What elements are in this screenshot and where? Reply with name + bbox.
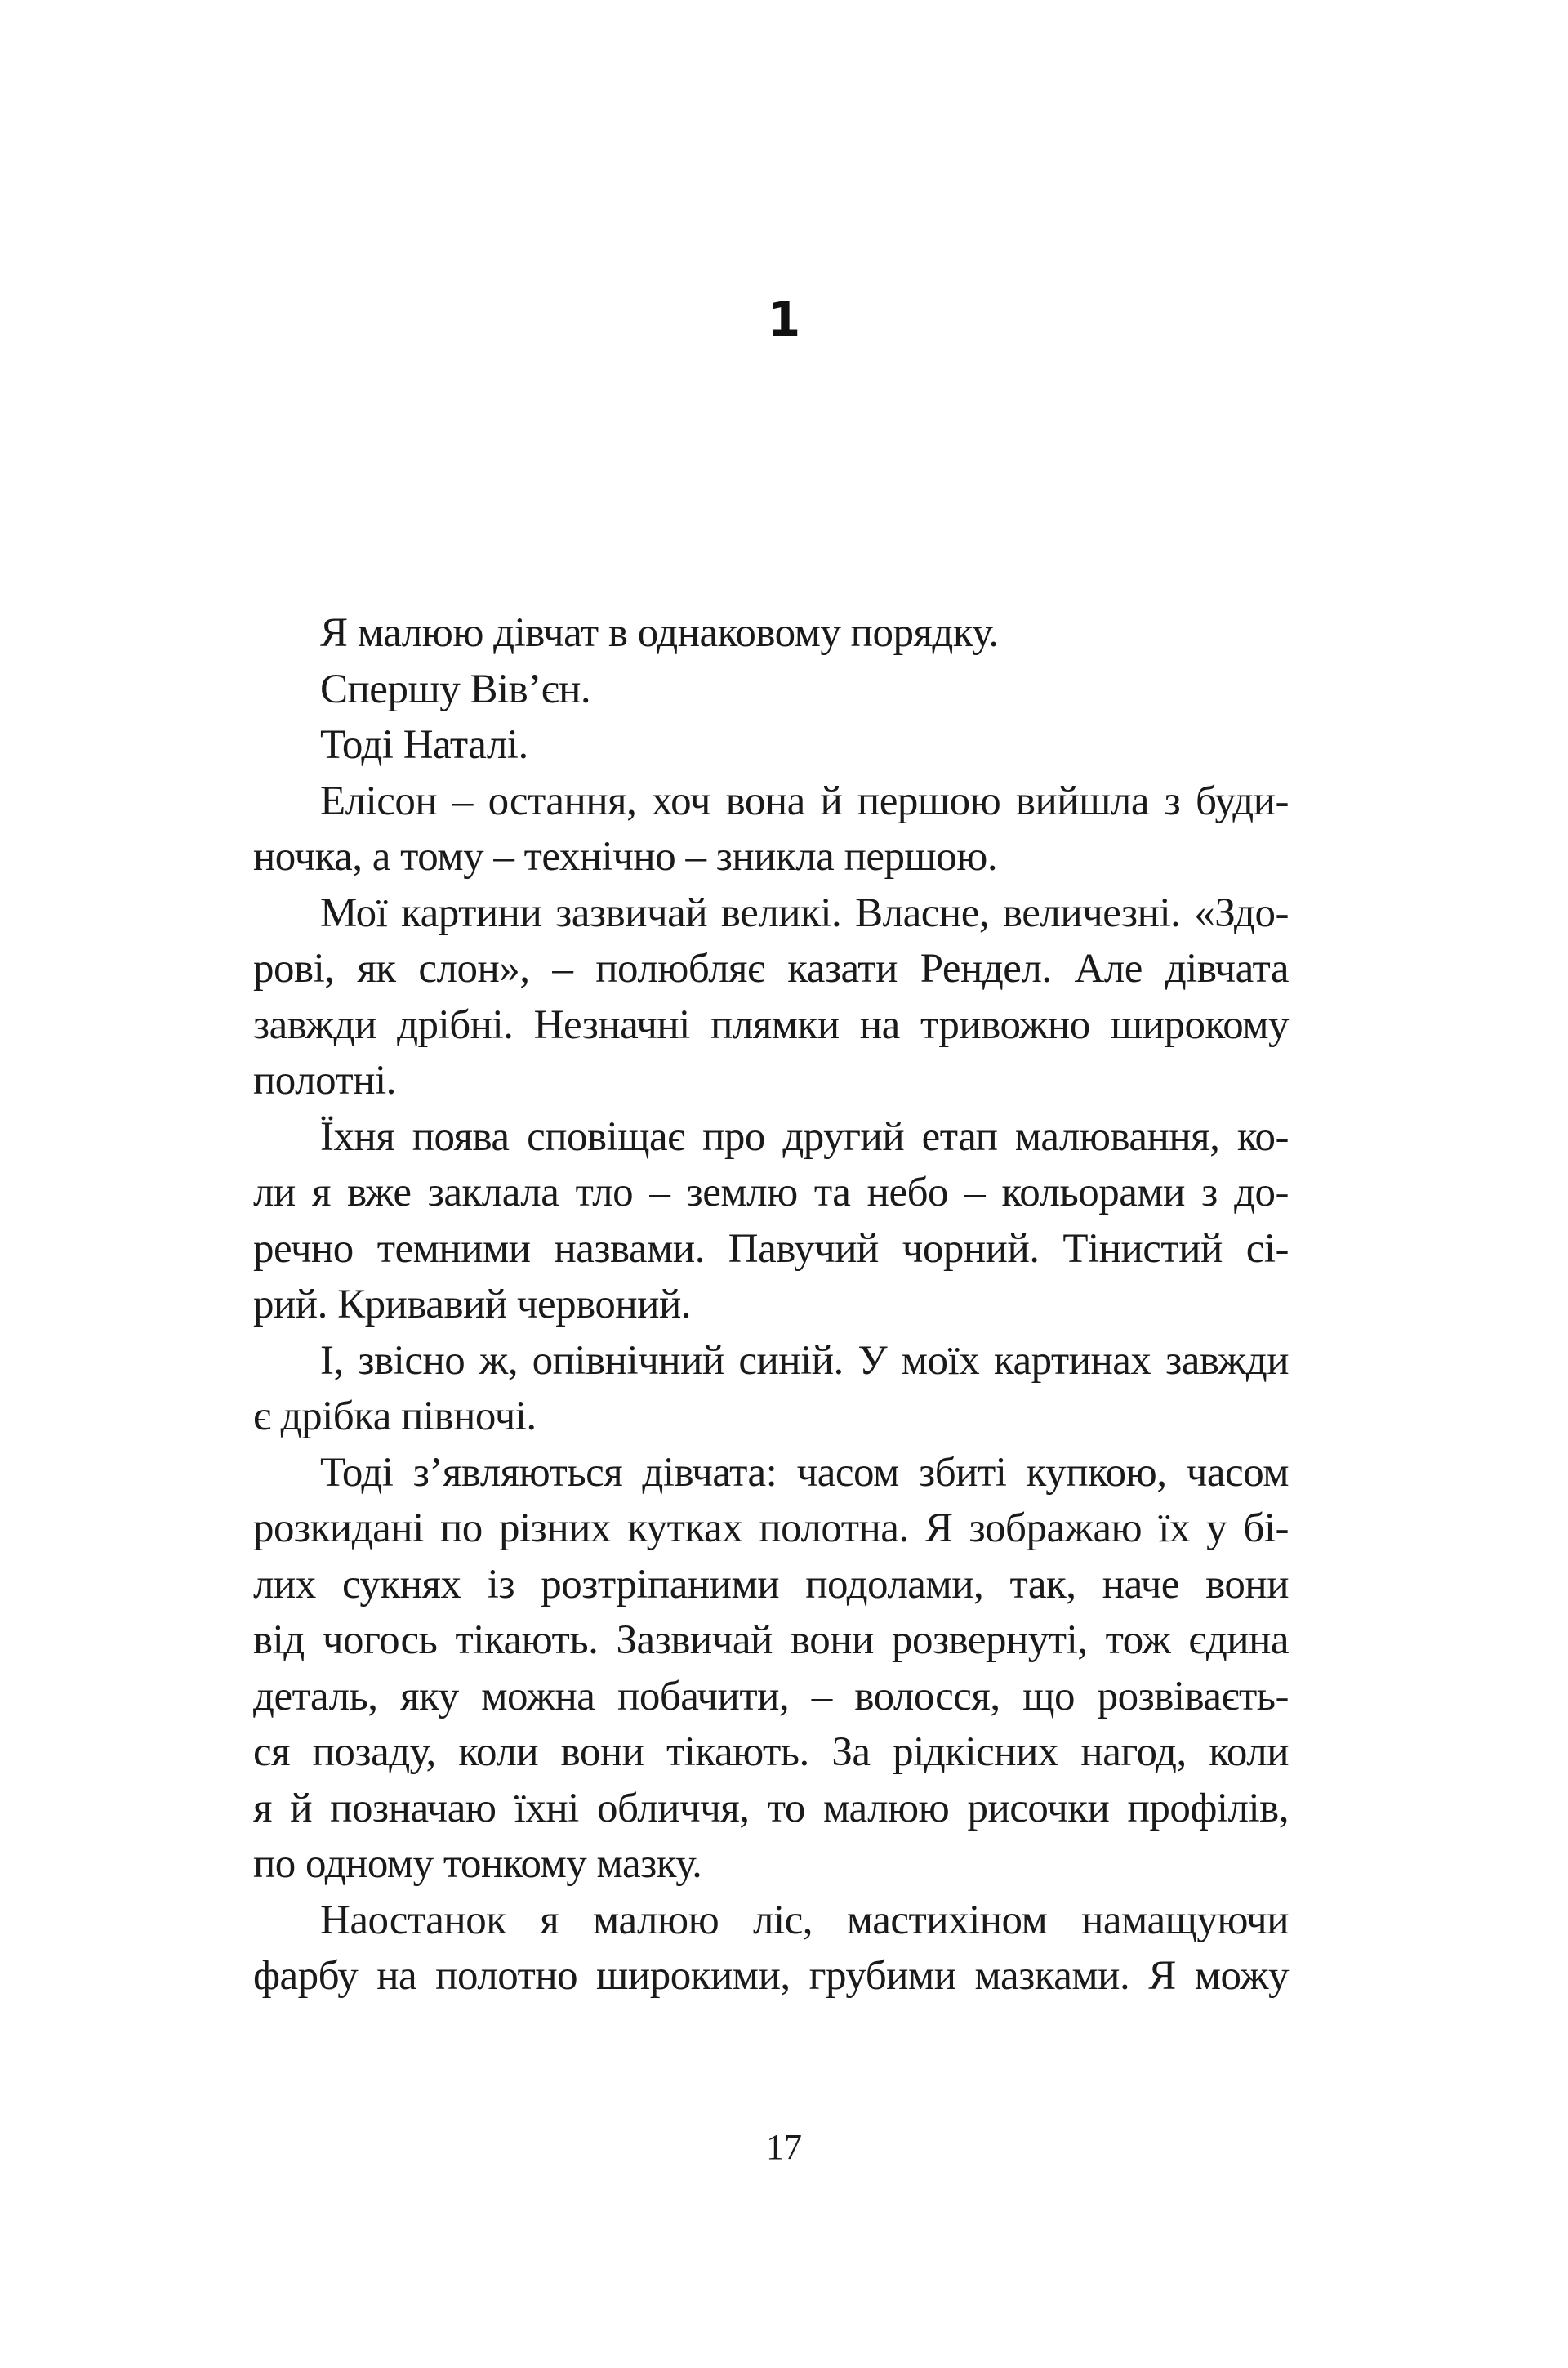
text-line: речно темними назвами. Павучий чорний. Тінистий сі- bbox=[253, 1225, 1289, 1272]
text-line: завжди дрібні. Незначні плямки на тривожно широкому bbox=[253, 1001, 1289, 1048]
text-line: розкидані по різних кутках полотна. Я зображаю їх у бі- bbox=[253, 1505, 1289, 1551]
paragraph bbox=[253, 1109, 1289, 1333]
text-line: від чогось тікають. Зазвичай вони розвернуті, тож єдина bbox=[253, 1617, 1289, 1663]
text-line: рий. Кривавий червоний. bbox=[253, 1282, 692, 1327]
chapter-number: 1 bbox=[767, 292, 801, 347]
text-line: є дрібка півночі. bbox=[253, 1394, 537, 1439]
text-line: Елісон – остання, хоч вона й першою вийшла з буди- bbox=[320, 778, 1289, 824]
text-line: І, звісно ж, опівнічний синій. У моїх картинах завжди bbox=[320, 1337, 1289, 1384]
paragraph bbox=[253, 1333, 1289, 1445]
text-line: Наостанок я малюю ліс, мастихіном намащуючи bbox=[320, 1897, 1289, 1943]
paragraph bbox=[253, 662, 1289, 718]
text-line: Тоді з’являються дівчата: часом збиті купкою, часом bbox=[320, 1449, 1289, 1496]
text-line: Я малюю дівчат в однаковому порядку. bbox=[320, 610, 999, 656]
body-text bbox=[253, 605, 1289, 2005]
paragraph bbox=[253, 885, 1289, 1109]
text-line: рові, як слон», – полюбляє казати Рендел. Але дівчата bbox=[253, 946, 1289, 992]
text-line: полотні. bbox=[253, 1058, 396, 1104]
paragraph bbox=[253, 717, 1289, 774]
text-line: Спершу Вів’єн. bbox=[320, 666, 591, 712]
text-line: ся позаду, коли вони тікають. За рідкісних нагод, коли bbox=[253, 1729, 1289, 1775]
text-line: Тоді Наталі. bbox=[320, 722, 528, 768]
paragraph bbox=[253, 605, 1289, 662]
page-number: 17 bbox=[766, 2127, 802, 2167]
paragraph bbox=[253, 1893, 1289, 2005]
text-line: Мої картини зазвичай великі. Власне, величезні. «Здо- bbox=[320, 890, 1289, 936]
paragraph bbox=[253, 774, 1289, 885]
text-line: по одному тонкому мазку. bbox=[253, 1841, 702, 1887]
text-line: ночка, а тому – технічно – зникла першою. bbox=[253, 834, 998, 880]
text-line: я й позначаю їхні обличчя, то малюю рисочки профілів, bbox=[253, 1785, 1289, 1831]
text-line: деталь, яку можна побачити, – волосся, що розвіваєть- bbox=[253, 1673, 1289, 1719]
text-line: лих сукнях із розтріпаними подолами, так, наче вони bbox=[253, 1561, 1289, 1608]
paragraph bbox=[253, 1445, 1289, 1893]
text-line: Їхня поява сповіщає про другий етап малювання, ко- bbox=[320, 1113, 1289, 1160]
text-line: ли я вже заклала тло – землю та небо – кольорами з до- bbox=[253, 1170, 1289, 1215]
text-line: фарбу на полотно широкими, грубими мазками. Я можу bbox=[253, 1953, 1289, 1999]
